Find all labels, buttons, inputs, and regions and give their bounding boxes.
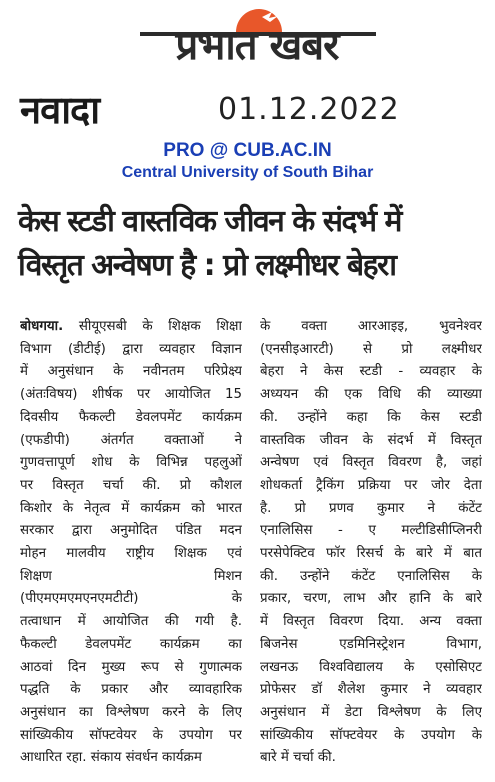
article-line: आधारित रहा. संकाय संवर्धन कार्यक्रम <box>20 750 202 766</box>
article-line: सरकार द्वारा अनुमोदित पंडित मदन <box>20 523 242 539</box>
newspaper-masthead <box>0 0 495 82</box>
article-line: शोधकर्ता ट्रैकिंग प्रक्रिया पर जोर देता <box>260 477 482 493</box>
article-line: दिवसीय फैकल्टी डेवलपमेंट कार्यक्रम <box>20 409 242 425</box>
article-line: वास्तविक जीवन के संदर्भ में विस्तृत <box>260 432 482 448</box>
article-line: पद्धति के प्रकार और व्यावहारिक <box>20 682 242 698</box>
article-line: में अनुसंधान के नवीनतम परिप्रेक्ष्य <box>20 364 242 380</box>
article-line: प्रोफेसर डॉ शैलेश कुमार ने व्यवहार <box>260 682 482 698</box>
article-line: में विस्तृत विवरण दिया. अन्य वक्ता <box>260 614 482 630</box>
headline-line: विस्तृत अन्वेषण है : प्रो लक्ष्मीधर बेहरा <box>18 248 396 283</box>
article-column-right <box>260 316 482 770</box>
article-line: बिजनेस एडमिनिस्ट्रेशन विभाग, <box>260 636 482 652</box>
pro-credit: PRO @ CUB.AC.IN <box>163 140 332 161</box>
article-line: आठवां दिन मुख्य रूप से गुणात्मक <box>20 659 242 675</box>
newspaper-logo <box>132 2 382 76</box>
article-line: पर विस्तृत चर्चा की. प्रो कौशल <box>20 477 242 493</box>
article-line: सांख्यिकीय सॉफ्टवेयर के उपयोग पर <box>20 727 242 743</box>
university-credit: Central University of South Bihar <box>121 164 374 181</box>
article-line: (एफडीपी) अंतर्गत वक्ताओं ने <box>20 432 242 448</box>
article-line: विभाग (डीटीई) द्वारा व्यवहार विज्ञान <box>20 341 242 357</box>
logo-text: प्रभात खबर <box>175 23 339 69</box>
article-line: है. प्रो प्रणव कुमार ने कंटेंट <box>260 500 482 516</box>
article-line: बेहरा ने केस स्टडी - व्यवहार के <box>260 364 482 380</box>
article-line: अनुसंधान का विश्लेषण करने के लिए <box>20 704 242 720</box>
article-line: तत्वाधान में आयोजित की गयी है. <box>20 614 242 630</box>
article-text: सीयूएसबी के शिक्षक शिक्षा <box>63 319 242 334</box>
article-line: मोहन मालवीय राष्ट्रीय शिक्षक एवं <box>20 546 242 562</box>
article-line: के वक्ता आरआइइ, भुवनेश्वर <box>260 319 482 334</box>
article-line: लखनऊ विश्वविद्यालय के एसोसिएट <box>260 659 482 675</box>
article-line: सांख्यिकीय सॉफ्टवेयर के उपयोग के <box>260 727 482 743</box>
article-line <box>20 316 242 339</box>
edition-city: नवादा <box>20 88 100 132</box>
article-line: किशोर के नेतृत्व में कार्यक्रम को भारत <box>20 500 242 516</box>
article-line: (पीएमएमएमएनएमटीटी) के <box>20 591 242 607</box>
headline-line: केस स्टडी वास्तविक जीवन के संदर्भ में <box>18 204 401 239</box>
article-line: अनुसंधान में डेटा विश्लेषण के लिए <box>260 704 482 720</box>
article-headline <box>18 200 486 288</box>
article-line: बारे में चर्चा की. <box>260 750 336 766</box>
article-line: गुणवत्तापूर्ण शोध के विभिन्न पहलुओं <box>20 455 242 471</box>
article-line: फैकल्टी डेवलपमेंट कार्यक्रम का <box>20 636 242 652</box>
article-line: (एनसीइआरटी) से प्रो लक्ष्मीधर <box>260 341 482 357</box>
dateline: बोधगया. <box>20 319 64 334</box>
article-line: शिक्षण मिशन <box>20 568 242 584</box>
article-line: (अंतःविषय) शीर्षक पर आयोजित 15 <box>20 387 242 403</box>
article-line: एनालिसिस - ए मल्टीडिसीप्लिनरी <box>260 523 482 539</box>
article-column-left <box>20 316 242 770</box>
article-line: अन्वेषण एवं विस्तृत विवरण है, जहां <box>260 455 482 471</box>
article-line: अध्ययन की एक विधि की व्याख्या <box>260 387 482 403</box>
article-line: की. उन्होंने कंटेंट एनालिसिस के <box>260 568 482 584</box>
article-line: की. उन्होंने कहा कि केस स्टडी <box>260 409 482 425</box>
article-line: प्रकार, चरण, लाभ और हानि के बारे <box>260 591 482 607</box>
article-line: परसेपेक्टिव फॉर रिसर्च के बारे में बात <box>260 546 482 562</box>
edition-date: 01.12.2022 <box>218 92 400 127</box>
